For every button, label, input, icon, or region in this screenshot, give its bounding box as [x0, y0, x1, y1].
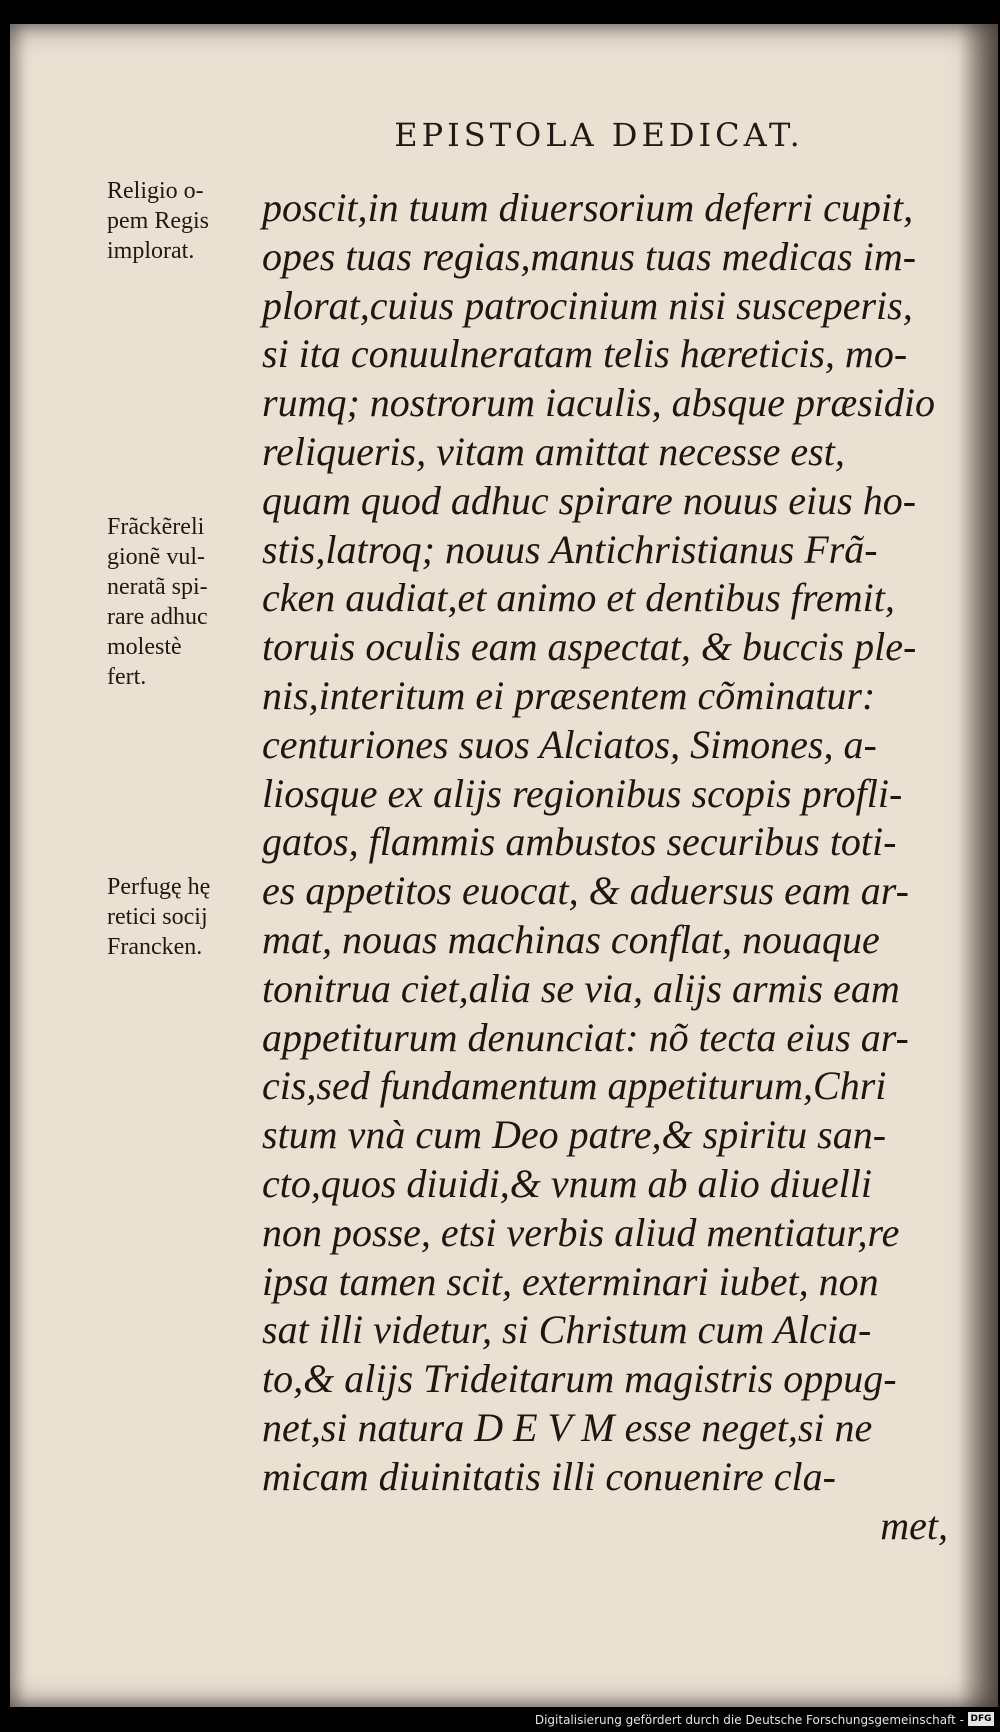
body-text — [262, 184, 962, 1550]
text-line: cken audiat,et animo et dentibus fremit, — [262, 575, 895, 621]
dfg-logo: DFG — [968, 1712, 994, 1726]
margin-note-line: neratã spi- — [107, 574, 208, 600]
text-line: tonitrua ciet,alia se via, alijs armis eam — [262, 965, 900, 1011]
text-line: plorat,cuius patrocinium nisi susceperis, — [262, 282, 913, 328]
margin-note-line: fert. — [107, 664, 147, 690]
text-line: mat, nouas machinas conflat, nouaque — [262, 916, 880, 962]
text-line: opes tuas regias,manus tuas medicas im- — [262, 233, 917, 279]
funding-credit: Digitalisierung gefördert durch die Deutsche Forschungsgemeinschaft - — [534, 1713, 964, 1727]
margin-note-line: pem Regis — [107, 208, 209, 234]
text-line: micam diuinitatis illi conuenire cla- — [262, 1453, 836, 1499]
text-line: reliqueris, vitam amittat necesse est, — [262, 428, 845, 474]
running-header: EPISTOLA DEDICAT. — [394, 116, 804, 154]
text-line: to,& alijs Trideitarum magistris oppug- — [262, 1356, 897, 1402]
text-line: cto,quos diuidi,& vnum ab alio diuelli — [262, 1160, 872, 1206]
margin-note-line: implorat. — [107, 238, 195, 264]
book-page — [10, 24, 998, 1707]
text-line: ipsa tamen scit, exterminari iubet, non — [262, 1258, 879, 1304]
text-line: non posse, etsi verbis aliud mentiatur,re — [262, 1209, 900, 1255]
text-line: sat illi videtur, si Christum cum Alcia- — [262, 1307, 872, 1353]
text-line: stis,latroq; nouus Antichristianus Frã- — [262, 526, 878, 572]
text-line: gatos, flammis ambustos securibus toti- — [262, 819, 897, 865]
margin-note-line: Religio o- — [107, 178, 204, 204]
text-line: liosque ex alijs regionibus scopis profli- — [262, 770, 903, 816]
footer-bar — [0, 1707, 1000, 1732]
text-line: es appetitos euocat, & aduersus eam ar- — [262, 868, 909, 914]
text-line: appetiturum denunciat: nõ tecta eius ar- — [262, 1014, 909, 1060]
margin-note-line: gionẽ vul- — [107, 544, 205, 570]
text-line: centuriones suos Alciatos, Simones, a- — [262, 721, 877, 767]
margin-note-line: Frãckẽreli — [107, 514, 205, 540]
margin-note-line: Perfugę hę — [107, 874, 211, 900]
catchword: met, — [880, 1502, 948, 1548]
text-line: nis,interitum ei præsentem cõminatur: — [262, 672, 876, 718]
text-line: poscit,in tuum diuersorium deferri cupit, — [262, 185, 914, 230]
text-line: quam quod adhuc spirare nouus eius ho- — [262, 477, 917, 523]
margin-note-line: rare adhuc — [107, 604, 208, 630]
margin-note — [107, 872, 267, 962]
margin-note-line: retici socij — [107, 904, 208, 930]
text-line: si ita conuulneratam telis hæreticis, mo- — [262, 331, 908, 377]
text-line: toruis oculis eam aspectat, & buccis ple- — [262, 624, 917, 670]
text-line: stum vnà cum Deo patre,& spiritu san- — [262, 1112, 887, 1158]
text-line: rumq; nostrorum iaculis, absque præsidio — [262, 380, 936, 426]
margin-note-line: molestè — [107, 634, 182, 660]
text-line: cis,sed fundamentum appetiturum,Chri — [262, 1063, 887, 1109]
margin-note — [107, 176, 267, 266]
text-line: net,si natura D E V M esse neget,si ne — [262, 1404, 873, 1450]
margin-note — [107, 512, 267, 692]
margin-note-line: Francken. — [107, 934, 203, 960]
